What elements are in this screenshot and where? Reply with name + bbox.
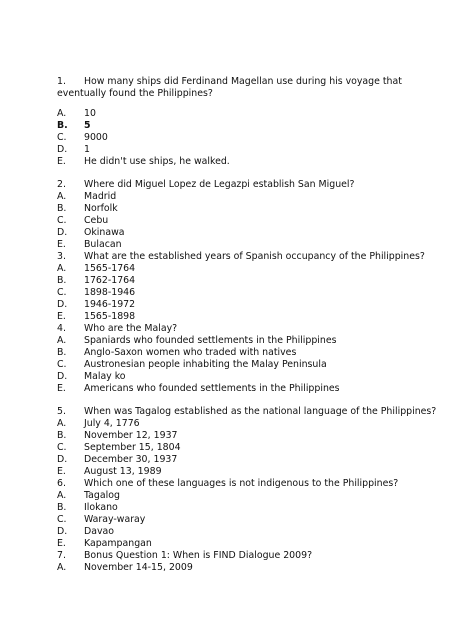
option-letter: B. — [57, 120, 68, 131]
option-text: December 30, 1937 — [84, 454, 178, 465]
option-letter: D. — [57, 144, 68, 155]
option-c — [57, 132, 108, 144]
question-text: Bonus Question 1: When is FIND Dialogue 2009? — [84, 550, 313, 561]
option-letter: C. — [57, 287, 67, 298]
option-text: Tagalog — [84, 490, 120, 501]
option-text: 1565-1898 — [84, 311, 136, 322]
option-e — [57, 466, 162, 478]
option-letter: C. — [57, 514, 67, 525]
option-letter: B. — [57, 203, 67, 214]
option-letter: D. — [57, 526, 68, 537]
option-letter: E. — [57, 311, 66, 322]
option-text: 1898-1946 — [84, 287, 136, 298]
question-number: 5. — [57, 406, 66, 417]
option-text: Austronesian people inhabiting the Malay Peninsula — [84, 359, 327, 370]
option-letter: D. — [57, 371, 68, 382]
option-text: 9000 — [84, 132, 108, 143]
option-d — [57, 371, 126, 383]
question-number: 3. — [57, 251, 66, 262]
option-letter: D. — [57, 454, 68, 465]
option-a — [57, 108, 96, 120]
option-letter: A. — [57, 108, 67, 119]
option-text: 1946-1972 — [84, 299, 136, 310]
option-letter: A. — [57, 335, 67, 346]
option-letter: E. — [57, 383, 66, 394]
question-2 — [57, 179, 354, 191]
option-b — [57, 275, 135, 287]
option-c — [57, 442, 181, 454]
option-text: August 13, 1989 — [84, 466, 162, 477]
option-e — [57, 538, 152, 550]
option-b — [57, 502, 118, 514]
option-letter: A. — [57, 263, 67, 274]
option-text: July 4, 1776 — [84, 418, 140, 429]
option-text: Davao — [84, 526, 114, 537]
option-text: Madrid — [84, 191, 117, 202]
question-number: 2. — [57, 179, 66, 190]
option-a — [57, 418, 140, 430]
option-letter: A. — [57, 191, 67, 202]
option-d — [57, 454, 177, 466]
option-text: 5 — [84, 120, 91, 131]
option-text: Okinawa — [84, 227, 125, 238]
question-text: eventually found the Philippines? — [57, 88, 213, 99]
question-text: Where did Miguel Lopez de Legazpi establish San Miguel? — [84, 179, 355, 190]
option-e — [57, 311, 135, 323]
option-text: Waray-waray — [84, 514, 146, 525]
question-text: Which one of these languages is not indigenous to the Philippines? — [84, 478, 399, 489]
option-text: Americans who founded settlements in the Philippines — [84, 383, 340, 394]
question-text: When was Tagalog established as the national language of the Philippines? — [84, 406, 437, 417]
option-text: 10 — [84, 108, 96, 119]
option-text: Anglo-Saxon women who traded with natives — [84, 347, 297, 358]
option-b — [57, 347, 296, 359]
option-text: 1 — [84, 144, 90, 155]
option-letter: C. — [57, 132, 67, 143]
option-text: Norfolk — [84, 203, 118, 214]
option-letter: D. — [57, 299, 68, 310]
option-c — [57, 287, 135, 299]
option-c — [57, 359, 327, 371]
option-letter: E. — [57, 156, 66, 167]
option-letter: A. — [57, 418, 67, 429]
option-b — [57, 430, 178, 442]
option-text: Spaniards who founded settlements in the Philippines — [84, 335, 337, 346]
option-d — [57, 227, 125, 239]
option-text: Cebu — [84, 215, 109, 226]
question-3 — [57, 251, 425, 263]
option-text: Malay ko — [84, 371, 126, 382]
option-letter: C. — [57, 359, 67, 370]
option-a — [57, 191, 116, 203]
option-a — [57, 335, 337, 347]
option-letter: B. — [57, 347, 67, 358]
question-text: What are the established years of Spanish occupancy of the Philippines? — [84, 251, 425, 262]
option-letter: A. — [57, 490, 67, 501]
option-letter: B. — [57, 275, 67, 286]
option-letter: E. — [57, 239, 66, 250]
option-letter: E. — [57, 466, 66, 477]
option-a — [57, 490, 120, 502]
option-letter: C. — [57, 215, 67, 226]
option-c — [57, 215, 108, 227]
question-6 — [57, 478, 398, 490]
question-4 — [57, 323, 177, 335]
question-1-continued — [57, 88, 213, 100]
option-letter: D. — [57, 227, 68, 238]
option-b-highlighted — [57, 120, 91, 132]
option-text: November 12, 1937 — [84, 430, 178, 441]
option-text: Kapampangan — [84, 538, 152, 549]
option-a — [57, 263, 135, 275]
question-number: 4. — [57, 323, 66, 334]
option-e — [57, 156, 230, 168]
option-c — [57, 514, 145, 526]
option-d — [57, 526, 114, 538]
option-d — [57, 144, 90, 156]
option-letter: A. — [57, 562, 67, 573]
question-number: 1. — [57, 76, 66, 87]
option-e — [57, 383, 340, 395]
option-letter: B. — [57, 430, 67, 441]
option-b — [57, 203, 118, 215]
option-letter: E. — [57, 538, 66, 549]
question-text: Who are the Malay? — [84, 323, 178, 334]
option-a — [57, 562, 193, 574]
option-text: September 15, 1804 — [84, 442, 181, 453]
option-d — [57, 299, 135, 311]
option-text: 1762-1764 — [84, 275, 136, 286]
option-text: Ilokano — [84, 502, 118, 513]
question-number: 7. — [57, 550, 66, 561]
question-text: How many ships did Ferdinand Magellan use during his voyage that — [84, 76, 402, 87]
question-7 — [57, 550, 312, 562]
option-letter: B. — [57, 502, 67, 513]
question-5 — [57, 406, 436, 418]
question-number: 6. — [57, 478, 66, 489]
question-1 — [57, 76, 402, 88]
option-e — [57, 239, 122, 251]
option-text: November 14-15, 2009 — [84, 562, 193, 573]
option-text: Bulacan — [84, 239, 122, 250]
option-text: 1565-1764 — [84, 263, 136, 274]
option-text: He didn't use ships, he walked. — [84, 156, 230, 167]
option-letter: C. — [57, 442, 67, 453]
